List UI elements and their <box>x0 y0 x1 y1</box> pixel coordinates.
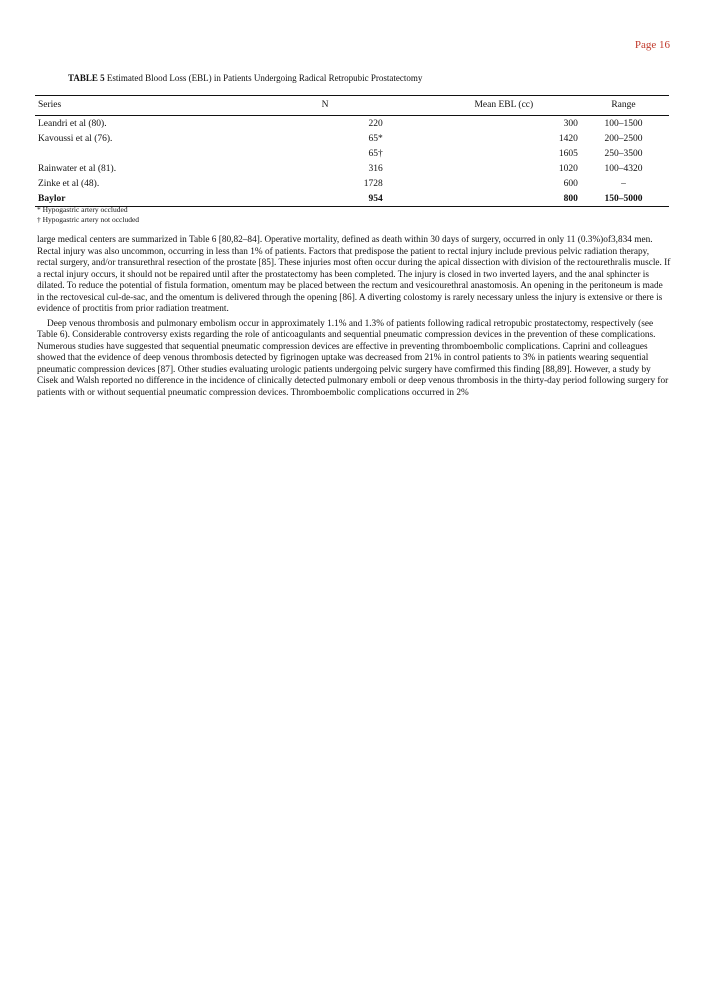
cell-mean-ebl: 1020 <box>558 163 578 174</box>
footnote: * Hypogastric artery occluded <box>37 205 128 214</box>
cell-mean-ebl: 600 <box>563 178 578 189</box>
cell-series: Zinke et al (48). <box>38 178 100 189</box>
cell-range: 100–4320 <box>604 163 643 174</box>
table-row <box>35 161 669 176</box>
cell-n: 316 <box>368 163 383 174</box>
cell-n: 220 <box>368 118 383 129</box>
cell-n: 65† <box>368 148 383 159</box>
table-footnotes <box>37 205 139 225</box>
cell-series: Leandri et al (80). <box>38 118 107 129</box>
table-row <box>35 176 669 191</box>
table-row <box>35 146 669 161</box>
header-range: Range <box>578 96 669 116</box>
cell-mean-ebl: 800 <box>430 191 578 207</box>
cell-range: – <box>621 178 626 189</box>
cell-series <box>35 146 220 161</box>
footnote: † Hypogastric artery not occluded <box>37 215 140 224</box>
table-row <box>35 131 669 146</box>
body-text <box>37 235 671 399</box>
paragraph: Deep venous thrombosis and pulmonary embolism occur in approximately 1.1% and 1.3% of patients following radical retropubic prostatectomy, respectively (see Table 6). Considerable controversy exists regarding the role of anticoagulants and sequential pneumatic compression devices in the prevention of these complications. Numerous studies have suggested that sequential pneumatic compression devices are effective in preventing thromboembolic complications. Caprini and colleagues showed that the evidence of deep venous thrombosis detected by figrinogen uptake was decreased from 21% in control patients to 3% in patients wearing sequential pneumatic compression devices [87]. Other studies evaluating urologic patients undergoing pelvic surgery have comfirmed this finding [88,89]. However, a study by Cisek and Walsh reported no difference in the incidence of clinically detected pulmonary emboli or deep venous thrombosis in the thirty-day period following surgery for patients with or without sequential pneumatic compression devices. Thromboembolic complications occurred in 2% <box>37 318 669 398</box>
cell-series: Baylor <box>35 191 220 207</box>
cell-range: 150–5000 <box>578 191 669 207</box>
cell-n: 65* <box>368 133 383 144</box>
page-number: Page 16 <box>634 39 670 51</box>
cell-mean-ebl: 1420 <box>558 133 578 144</box>
cell-mean-ebl: 1605 <box>558 148 578 159</box>
header-mean-ebl: Mean EBL (cc) <box>430 96 578 116</box>
cell-range: 100–1500 <box>604 118 643 129</box>
table-header-row <box>35 96 669 116</box>
table-caption <box>68 73 422 83</box>
cell-n: 954 <box>220 191 429 207</box>
table-label: TABLE 5 <box>68 73 105 83</box>
header-series: Series <box>35 96 220 116</box>
cell-range: 200–2500 <box>604 133 643 144</box>
header-n: N <box>220 96 429 116</box>
table-row <box>35 116 669 132</box>
cell-series: Kavoussi et al (76). <box>38 133 113 144</box>
paragraph: large medical centers are summarized in Table 6 [80,82–84]. Operative mortality, defined as death within 30 days of surgery, occurred in only 11 (0.3%)of3,834 men. Rectal injury was also uncommon, occurring in less than 1% of patients. Factors that predispose the patient to rectal injury include previous pelvic radiation therapy, rectal surgery, and/or transurethral resection of the prostate [85]. These injuries most often occur during the apical dissection with division of the rectourethralis muscle. If a rectal injury occurs, it should not be repaired until after the prostatectomy has been completed. The injury is closed in two inverted layers, and the anal sphincter is dilated. To reduce the potential of fistula formation, omentum may be placed between the rectum and vesicourethral anastomosis. An opening in the peritoneum is made in the rectovesical cul-de-sac, and the omentum is delivered through the opening [86]. A diverting colostomy is rarely necessary unless the injury is extensive or there is evidence of proctitis from prior radiation treatment. <box>37 235 671 314</box>
cell-range: 250–3500 <box>604 148 643 159</box>
cell-n: 1728 <box>363 178 383 189</box>
cell-mean-ebl: 300 <box>563 118 578 129</box>
ebl-table <box>35 95 669 207</box>
table-title: Estimated Blood Loss (EBL) in Patients Undergoing Radical Retropubic Prostatectomy <box>106 73 423 83</box>
cell-series: Rainwater et al (81). <box>38 163 117 174</box>
